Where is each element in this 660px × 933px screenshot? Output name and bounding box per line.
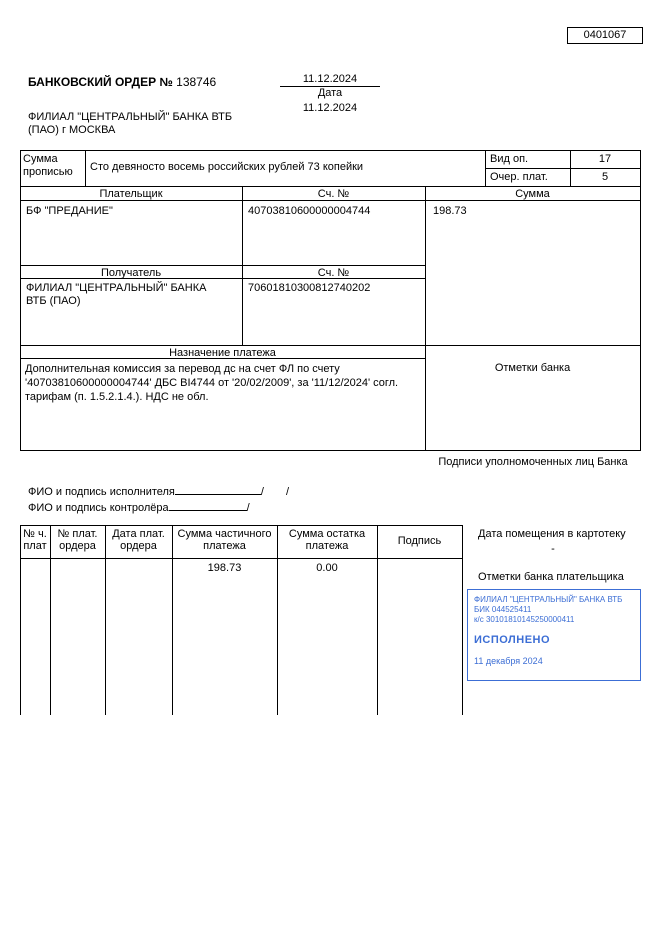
grid-line: [425, 186, 426, 450]
sum-value: 198.73: [433, 205, 467, 217]
grid-line: [20, 265, 425, 266]
col-header-order-number: № плат. ордера: [57, 528, 98, 552]
signature-gap: [264, 485, 286, 495]
stamp-bik: БИК 044525411: [474, 605, 532, 614]
grid-line: [462, 525, 463, 715]
vid-op-label: Вид оп.: [490, 153, 529, 165]
document-title-line: [28, 75, 216, 89]
purpose-section-label: Назначение платежа: [169, 347, 276, 359]
page-title: БАНКОВСКИЙ ОРДЕР №: [28, 75, 173, 89]
col-header-part-number: № ч. плат: [23, 528, 47, 552]
payee-section-label: Получатель: [100, 267, 162, 279]
grid-line: [242, 186, 243, 345]
slash: /: [285, 486, 290, 498]
order-number: 138746: [176, 75, 217, 89]
executor-signature-line: [28, 485, 289, 498]
date-value: 11.12.2024: [280, 73, 380, 87]
slash: /: [246, 502, 250, 514]
date-value-2: 11.12.2024: [302, 102, 358, 114]
grid-line: [485, 168, 641, 169]
vid-op-value: 17: [598, 153, 612, 165]
grid-line: [85, 150, 86, 186]
partial-payments-table: [20, 525, 463, 715]
payer-account: 40703810600000004744: [248, 205, 371, 217]
bank-marks-label: Отметки банка: [494, 362, 571, 374]
col-header-partial-sum: Сумма частичного платежа: [177, 528, 272, 552]
col-header-signature: Подпись: [397, 535, 442, 547]
date-label: Дата: [317, 87, 343, 99]
bank-signatures-label: Подписи уполномоченных лиц Банка: [438, 456, 628, 468]
form-code: 0401067: [583, 29, 627, 41]
stamp-status: ИСПОЛНЕНО: [474, 634, 551, 646]
grid-line: [20, 186, 641, 187]
ocher-plat-value: 5: [601, 171, 609, 183]
grid-line: [20, 450, 641, 451]
kartoteka-value: -: [551, 543, 555, 555]
kartoteka-label: Дата помещения в картотеку: [478, 528, 626, 540]
controller-signature-line: [28, 501, 250, 514]
signature-line: [175, 485, 261, 495]
stamp-bank-name: ФИЛИАЛ "ЦЕНТРАЛЬНЫЙ" БАНКА ВТБ: [474, 595, 623, 604]
form-code-box: [567, 27, 643, 44]
grid-line: [20, 345, 641, 346]
amount-words-value: Сто девяносто восемь российских рублей 73 копейки: [90, 161, 364, 173]
signature-line: [169, 501, 247, 511]
rest-sum-value: 0.00: [316, 562, 338, 574]
executor-label: ФИО и подпись исполнителя: [28, 486, 175, 498]
grid-line: [20, 525, 21, 715]
issuing-bank-line-2: (ПАО) г МОСКВА: [28, 124, 116, 136]
grid-line: [20, 200, 641, 201]
grid-line: [50, 525, 51, 715]
payer-section-label: Плательщик: [99, 188, 163, 200]
grid-line: [277, 525, 278, 715]
issuing-bank-line-1: ФИЛИАЛ "ЦЕНТРАЛЬНЫЙ" БАНКА ВТБ: [28, 111, 233, 123]
col-header-order-date: Дата плат. ордера: [112, 528, 165, 552]
slash: /: [260, 486, 264, 498]
bank-stamp: [467, 589, 641, 681]
stamp-corr-account: к/с 30101810145250000411: [474, 615, 575, 624]
main-table: [20, 150, 641, 451]
grid-line: [20, 558, 463, 559]
sum-label: Сумма: [515, 188, 550, 200]
partial-sum-value: 198.73: [207, 562, 242, 574]
ocher-plat-label: Очер. плат.: [490, 171, 548, 183]
col-header-rest-sum: Сумма остатка платежа: [288, 528, 366, 552]
purpose-text: Дополнительная комиссия за перевод дс на счет ФЛ по счету '40703810600000004744' ДБС BI4744 от '20/02/2009', за '11/12/2024' согл. тарифам (п. 1.5.2.1.4.). НДС не обл.: [25, 363, 399, 403]
grid-line: [105, 525, 106, 715]
payer-name: БФ "ПРЕДАНИЕ": [26, 205, 113, 217]
issuing-bank: [28, 111, 232, 137]
payer-account-label: Сч. №: [317, 188, 350, 200]
grid-line: [20, 150, 641, 151]
controller-label: ФИО и подпись контролёра: [28, 502, 169, 514]
date-block: [280, 73, 380, 114]
stamp-date: 11 декабря 2024: [474, 656, 543, 666]
grid-line: [640, 150, 641, 451]
grid-line: [485, 150, 486, 186]
payer-bank-marks-label: Отметки банка плательщика: [478, 571, 624, 583]
grid-line: [172, 525, 173, 715]
payee-account-label: Сч. №: [317, 267, 350, 279]
amount-words-label: Сумма прописью: [23, 153, 73, 178]
grid-line: [20, 525, 463, 526]
grid-line: [377, 525, 378, 715]
payee-account: 70601810300812740202: [248, 282, 371, 294]
payee-name: ФИЛИАЛ "ЦЕНТРАЛЬНЫЙ" БАНКА ВТБ (ПАО): [26, 282, 207, 307]
